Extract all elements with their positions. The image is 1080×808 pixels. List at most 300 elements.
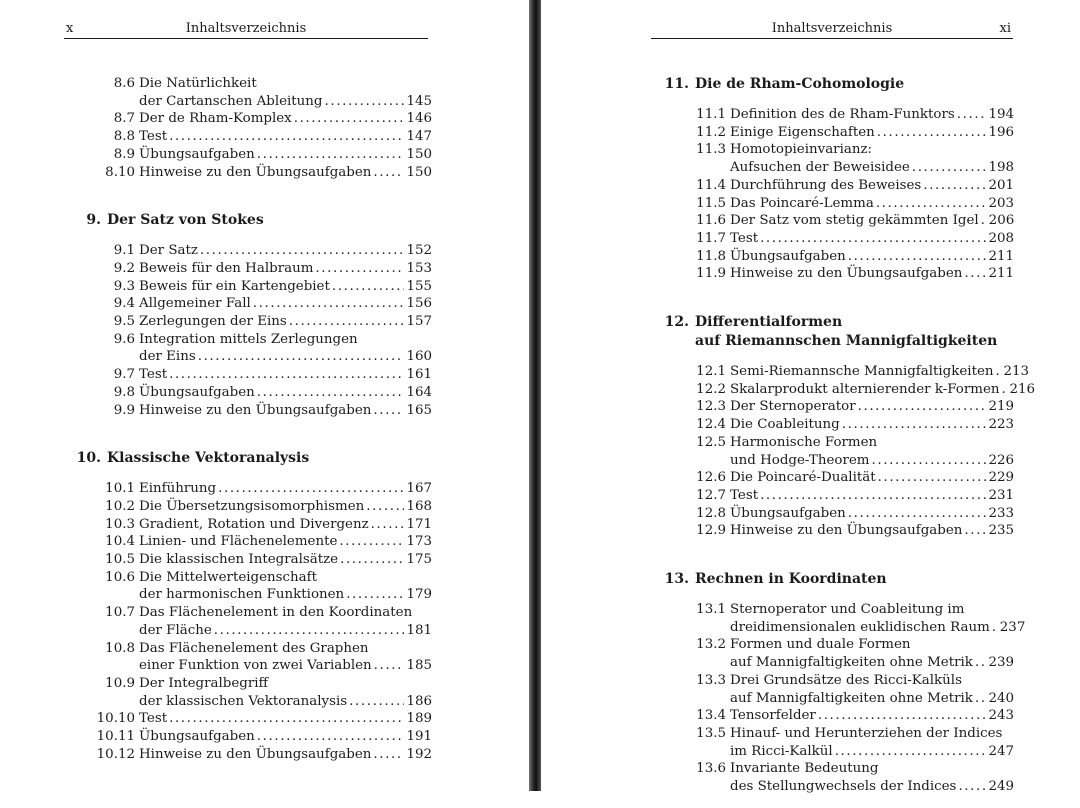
page-reference: 150 — [406, 146, 432, 162]
toc-entry[interactable] — [656, 434, 1014, 469]
page-reference: 216 — [1009, 381, 1036, 397]
section-number: 12.6 — [696, 470, 726, 486]
entry-body — [139, 604, 432, 639]
entry-line — [730, 177, 1014, 195]
page-reference: 233 — [988, 505, 1014, 521]
toc-entry[interactable] — [656, 124, 1014, 142]
entry-body — [730, 363, 1030, 381]
section-number: 8.8 — [113, 129, 135, 145]
page-reference: 235 — [988, 523, 1014, 539]
dot-leader — [842, 416, 987, 434]
toc-entry[interactable] — [68, 278, 432, 296]
section-title: Durchführung des Beweises — [730, 177, 922, 193]
entry-body — [730, 416, 1014, 434]
section-title: Das Flächenelement des Graphen — [139, 640, 369, 656]
chapter-title-line — [68, 211, 432, 230]
entry-body — [730, 434, 1014, 469]
dot-leader — [371, 516, 405, 534]
entry-line — [730, 487, 1014, 505]
entry-line — [730, 636, 1014, 654]
entry-body — [139, 746, 432, 764]
page-reference: 155 — [406, 278, 432, 294]
section-number: 11.9 — [696, 266, 726, 282]
chapter-title-line — [68, 449, 432, 468]
toc-entry[interactable] — [68, 551, 432, 569]
toc-entry[interactable] — [68, 260, 432, 278]
section-title: im Ricci-Kalkül — [730, 743, 833, 759]
section-number: 10.12 — [96, 746, 135, 762]
toc-entry[interactable] — [68, 710, 432, 728]
section-title: Die Mittelwerteigenschaft — [139, 569, 317, 585]
dot-leader — [996, 363, 1002, 381]
dot-leader — [198, 348, 405, 366]
entry-body — [730, 636, 1014, 671]
dot-leader — [253, 295, 405, 313]
entry-body — [730, 230, 1014, 248]
section-title: Hinweise zu den Übungsaufgaben — [139, 164, 372, 180]
dot-leader — [958, 778, 986, 796]
page-reference: 203 — [988, 195, 1014, 211]
section-number: 13.6 — [696, 761, 726, 777]
entry-body — [730, 601, 1026, 636]
toc-content — [68, 75, 432, 776]
chapter-title: Die de Rham-Cohomologie — [695, 76, 905, 92]
section-title: Test — [730, 230, 759, 246]
section-number: 9.3 — [113, 278, 135, 294]
section-title: Definition des de Rham-Funktors — [730, 107, 955, 122]
section-number: 10.9 — [105, 675, 135, 691]
entry-line — [139, 569, 432, 587]
section-title: Das Flächenelement in den Koordinaten — [139, 605, 413, 621]
chapter-number: 13. — [664, 571, 689, 588]
entry-line — [730, 760, 1014, 778]
section-number: 8.7 — [113, 111, 135, 127]
chapter-title-line — [656, 332, 1014, 351]
toc-entry[interactable] — [656, 195, 1014, 213]
entry-line — [139, 480, 432, 498]
entry-body — [730, 248, 1014, 266]
entry-line — [730, 452, 1014, 470]
running-head — [64, 22, 428, 39]
page-reference: 150 — [406, 164, 432, 180]
page-reference: 226 — [988, 452, 1014, 468]
dot-leader — [373, 164, 404, 182]
toc-entry[interactable] — [656, 141, 1014, 176]
section-number: 13.2 — [696, 637, 726, 653]
dot-leader — [346, 586, 404, 604]
dot-leader — [835, 743, 987, 761]
entry-line — [139, 242, 432, 260]
entry-body — [139, 498, 432, 516]
page-reference: 191 — [406, 729, 432, 745]
entry-line — [139, 604, 432, 622]
toc-entry[interactable] — [656, 760, 1014, 795]
page-reference: 208 — [988, 230, 1014, 246]
entry-line — [730, 124, 1014, 142]
entry-line — [139, 622, 432, 640]
dot-leader — [257, 146, 405, 164]
section-number: 10.1 — [105, 481, 135, 497]
toc-entry[interactable] — [656, 672, 1014, 707]
section-title: der harmonischen Funktionen — [139, 587, 345, 603]
entry-line — [730, 778, 1014, 796]
page-reference: 206 — [988, 213, 1015, 229]
dot-leader — [374, 657, 405, 675]
toc-entry[interactable] — [68, 533, 432, 551]
page-reference: 161 — [406, 367, 432, 383]
section-title: Formen und duale Formen — [730, 637, 911, 653]
page-number: x — [66, 21, 74, 36]
dot-leader — [169, 710, 404, 728]
entry-line — [730, 725, 1014, 743]
section-list — [68, 75, 432, 181]
section-number: 12.9 — [696, 523, 726, 539]
section-number: 10.7 — [105, 605, 135, 621]
chapter-number: 9. — [86, 212, 101, 229]
toc-entry[interactable] — [656, 707, 1014, 725]
entry-body — [139, 331, 432, 366]
entry-line — [730, 654, 1014, 672]
dot-leader — [878, 469, 987, 487]
book-spine — [529, 0, 541, 791]
dot-leader — [340, 551, 404, 569]
section-number: 9.2 — [113, 260, 135, 276]
section-title: Einige Eigenschaften — [730, 124, 875, 140]
section-number: 12.2 — [696, 381, 726, 397]
entry-body — [139, 110, 432, 128]
entry-line — [139, 384, 432, 402]
section-title: Test — [730, 487, 759, 503]
section-title: Linien- und Flächenelemente — [139, 534, 338, 550]
dot-leader — [877, 124, 987, 142]
section-title: Der Integralbegriff — [139, 675, 269, 691]
entry-line — [139, 260, 432, 278]
section-number: 10.4 — [105, 534, 135, 550]
toc-entry[interactable] — [656, 487, 1014, 505]
entry-body — [139, 278, 432, 296]
section-number: 8.9 — [113, 146, 135, 162]
section-number: 13.1 — [696, 602, 726, 618]
section-title: der Fläche — [139, 622, 212, 638]
page-reference: 145 — [406, 93, 432, 109]
dot-leader — [975, 654, 987, 672]
section-number: 8.6 — [113, 76, 135, 91]
chapter-title: Differentialformen — [695, 314, 843, 331]
entry-line — [730, 141, 1014, 159]
dot-leader — [975, 690, 987, 708]
toc-entry[interactable] — [68, 366, 432, 384]
entry-line — [139, 640, 432, 658]
page-reference: 240 — [988, 690, 1014, 706]
entry-line — [730, 434, 1014, 452]
section-title: Die klassischen Integralsätze — [139, 552, 339, 568]
toc-entry[interactable] — [68, 164, 432, 182]
toc-entry[interactable] — [68, 128, 432, 146]
toc-entry[interactable] — [68, 728, 432, 746]
toc-entry[interactable] — [656, 106, 1014, 124]
entry-line — [139, 93, 432, 111]
entry-body — [730, 381, 1036, 399]
toc-entry[interactable] — [68, 498, 432, 516]
section-title: Drei Grundsätze des Ricci-Kalküls — [730, 672, 962, 688]
dot-leader — [294, 110, 405, 128]
toc-entry[interactable] — [656, 725, 1014, 760]
dot-leader — [964, 265, 986, 283]
section-number: 10.8 — [105, 640, 135, 656]
section-title: Die Natürlichkeit — [139, 76, 257, 91]
section-title: auf Mannigfaltigkeiten ohne Metrik — [730, 655, 973, 671]
entry-body — [139, 569, 432, 604]
entry-body — [139, 551, 432, 569]
chapter-number: 12. — [664, 314, 689, 331]
section-title: Der Satz vom stetig gekämmten Igel — [730, 213, 979, 229]
page-reference: 229 — [988, 470, 1014, 486]
toc-entry[interactable] — [68, 146, 432, 164]
section-number: 9.7 — [113, 367, 135, 383]
entry-line — [139, 551, 432, 569]
toc-entry[interactable] — [68, 746, 432, 764]
entry-body — [139, 480, 432, 498]
page-reference: 249 — [988, 779, 1014, 795]
section-title: des Stellungwechsels der Indices — [730, 779, 957, 795]
dot-leader — [858, 398, 987, 416]
section-title: der Cartanschen Ableitung — [139, 93, 323, 109]
page-reference: 167 — [406, 481, 432, 497]
entry-body — [139, 533, 432, 551]
page-number: xi — [999, 21, 1011, 36]
toc-entry[interactable] — [68, 402, 432, 420]
entry-body — [730, 487, 1014, 505]
toc-entry[interactable] — [656, 363, 1030, 381]
chapter-heading — [68, 211, 432, 230]
section-title: Harmonische Formen — [730, 434, 878, 450]
entry-body — [139, 402, 432, 420]
entry-line — [139, 402, 432, 420]
section-title: Beweis für ein Kartengebiet — [139, 278, 330, 294]
toc-entry[interactable] — [656, 416, 1014, 434]
dot-leader — [872, 452, 987, 470]
page-reference: 201 — [988, 177, 1014, 193]
section-title: Hinweise zu den Übungsaufgaben — [139, 402, 372, 418]
chapter-title: Rechnen in Koordinaten — [695, 571, 887, 588]
toc-entry[interactable] — [656, 522, 1014, 540]
entry-body — [730, 177, 1014, 195]
toc-entry[interactable] — [656, 248, 1014, 266]
dot-leader — [289, 313, 405, 331]
section-title: Aufsuchen der Beweisidee — [730, 160, 910, 176]
entry-line — [139, 75, 432, 93]
dot-leader — [257, 384, 405, 402]
section-number: 13.3 — [696, 672, 726, 688]
section-number: 9.5 — [113, 314, 135, 330]
dot-leader — [912, 159, 987, 177]
toc-entry[interactable] — [68, 331, 432, 366]
entry-line — [139, 516, 432, 534]
entry-body — [139, 146, 432, 164]
entry-body — [139, 710, 432, 728]
entry-body — [139, 75, 432, 110]
section-title: der klassischen Vektoranalysis — [139, 693, 348, 709]
section-title: Übungsaufgaben — [139, 729, 255, 745]
dot-leader — [169, 128, 404, 146]
chapter-number: 11. — [664, 76, 689, 92]
dot-leader — [981, 212, 987, 230]
entry-body — [730, 265, 1014, 283]
toc-entry[interactable] — [68, 295, 432, 313]
section-title: einer Funktion von zwei Variablen — [139, 658, 372, 674]
entry-body — [139, 164, 432, 182]
entry-line — [730, 265, 1014, 283]
dot-leader — [373, 402, 404, 420]
entry-line — [139, 533, 432, 551]
page-reference: 247 — [988, 743, 1014, 759]
section-title: Der Satz — [139, 243, 198, 259]
entry-line — [730, 248, 1014, 266]
dot-leader — [992, 619, 998, 637]
entry-body — [730, 106, 1014, 124]
section-number: 12.1 — [696, 364, 726, 380]
left-page — [0, 0, 529, 791]
dot-leader — [214, 622, 405, 640]
section-number: 9.6 — [113, 331, 135, 347]
entry-line — [730, 195, 1014, 213]
section-title: Das Poincaré-Lemma — [730, 195, 874, 211]
entry-body — [139, 366, 432, 384]
section-title: Übungsaufgaben — [139, 146, 255, 162]
toc-entry[interactable] — [68, 110, 432, 128]
toc-entry[interactable] — [68, 640, 432, 675]
entry-body — [730, 760, 1014, 795]
section-title: Invariante Bedeutung — [730, 761, 879, 777]
toc-entry[interactable] — [656, 230, 1014, 248]
entry-line — [730, 707, 1014, 725]
section-title: Test — [139, 367, 168, 383]
entry-line — [730, 363, 1030, 381]
section-title: Hinauf- und Herunterziehen der Indices — [730, 725, 1003, 741]
entry-line — [730, 601, 1014, 619]
toc-entry[interactable] — [656, 505, 1014, 523]
chapter-heading — [68, 449, 432, 468]
entry-body — [139, 675, 432, 710]
section-title: Übungsaufgaben — [730, 505, 846, 521]
section-number: 11.8 — [696, 248, 726, 264]
running-head-title: Inhaltsverzeichnis — [185, 21, 307, 36]
section-number: 13.4 — [696, 708, 726, 724]
entry-line — [139, 164, 432, 182]
section-number: 10.3 — [105, 516, 135, 532]
page-reference: 192 — [406, 746, 432, 762]
toc-entry[interactable] — [656, 469, 1014, 487]
entry-body — [139, 640, 432, 675]
dot-leader — [349, 693, 404, 711]
page-reference: 211 — [988, 248, 1014, 264]
entry-line — [730, 619, 1026, 637]
dot-leader — [332, 278, 405, 296]
toc-entry[interactable] — [656, 212, 1014, 230]
entry-line — [730, 672, 1014, 690]
page-reference: 194 — [988, 107, 1014, 122]
toc-entry[interactable] — [656, 398, 1014, 416]
toc-entry[interactable] — [68, 384, 432, 402]
section-title: Skalarprodukt alternierender k-Formen — [730, 381, 1000, 397]
entry-body — [139, 295, 432, 313]
page-reference: 164 — [406, 384, 432, 400]
page-reference: 231 — [988, 487, 1014, 503]
page-reference: 152 — [406, 243, 432, 259]
section-number: 11.5 — [696, 195, 726, 211]
toc-entry[interactable] — [68, 480, 432, 498]
entry-body — [730, 522, 1014, 540]
section-title: Übungsaufgaben — [139, 384, 255, 400]
toc-entry[interactable] — [68, 242, 432, 260]
section-title: der Eins — [139, 349, 196, 365]
section-number: 10.11 — [96, 729, 135, 745]
running-head-title: Inhaltsverzeichnis — [771, 21, 893, 36]
toc-entry[interactable] — [68, 604, 432, 639]
page-reference: 147 — [406, 129, 432, 145]
section-list — [68, 480, 432, 763]
dot-leader — [760, 487, 986, 505]
toc-entry[interactable] — [656, 177, 1014, 195]
section-number: 11.7 — [696, 230, 726, 246]
toc-entry[interactable] — [656, 381, 1036, 399]
section-number: 9.9 — [113, 402, 135, 418]
entry-line — [730, 106, 1014, 124]
toc-entry[interactable] — [68, 75, 432, 110]
entry-line — [139, 128, 432, 146]
page-reference: 185 — [406, 658, 432, 674]
chapter-title-line — [656, 75, 1014, 94]
dot-leader — [923, 177, 986, 195]
entry-body — [730, 707, 1014, 725]
section-title: Die Poincaré-Dualität — [730, 470, 876, 486]
page-reference: 171 — [406, 516, 432, 532]
section-title: Tensorfelder — [730, 708, 816, 724]
toc-content — [656, 75, 1036, 808]
section-number: 12.8 — [696, 505, 726, 521]
toc-entry[interactable] — [68, 313, 432, 331]
toc-entry[interactable] — [68, 569, 432, 604]
entry-body — [139, 128, 432, 146]
toc-entry[interactable] — [68, 675, 432, 710]
toc-entry[interactable] — [656, 636, 1014, 671]
chapter-number: 10. — [76, 450, 101, 467]
page-reference: 175 — [406, 552, 432, 568]
entry-line — [139, 295, 432, 313]
entry-body — [730, 469, 1014, 487]
dot-leader — [218, 480, 404, 498]
page-reference: 168 — [406, 498, 432, 514]
page-reference: 160 — [406, 349, 432, 365]
entry-body — [139, 260, 432, 278]
chapter-title: Klassische Vektoranalysis — [107, 450, 310, 467]
toc-entry[interactable] — [68, 516, 432, 534]
dot-leader — [957, 106, 987, 124]
toc-entry[interactable] — [656, 601, 1026, 636]
section-number: 9.1 — [113, 243, 135, 259]
entry-line — [139, 498, 432, 516]
section-number: 11.3 — [696, 142, 726, 158]
entry-line — [730, 469, 1014, 487]
page-reference: 157 — [406, 314, 432, 330]
page-reference: 237 — [999, 619, 1026, 635]
section-number: 12.4 — [696, 417, 726, 433]
toc-entry[interactable] — [656, 265, 1014, 283]
page-reference: 173 — [406, 534, 432, 550]
entry-line — [139, 728, 432, 746]
page-reference: 213 — [1003, 364, 1030, 380]
section-number: 11.2 — [696, 124, 726, 140]
